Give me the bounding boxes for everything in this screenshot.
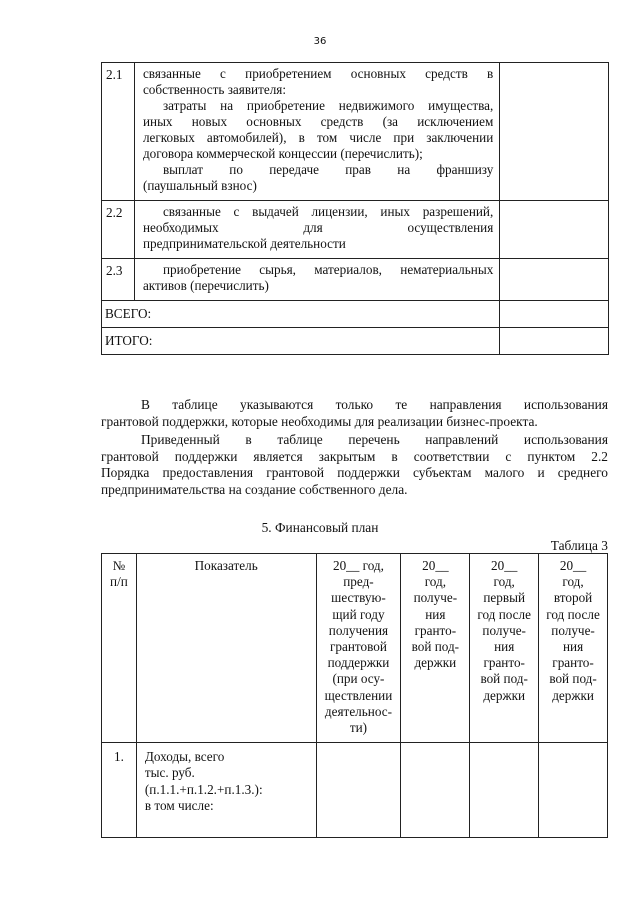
header-line: 20__ — [422, 558, 449, 573]
header-line: получе- — [551, 622, 595, 638]
section-title: 5. Финансовый план — [261, 520, 379, 535]
header-line: получения — [328, 622, 389, 638]
text-line: Доходы, всего — [144, 749, 225, 765]
header-line: 20__ — [491, 558, 518, 573]
text-line: активов (перечислить) — [142, 278, 269, 293]
text-line: В таблице указываются только те направления использования — [141, 397, 608, 412]
header-line: год после — [477, 606, 531, 622]
text-line: (паушальный взнос) — [142, 178, 257, 193]
page-number: 36 — [313, 36, 327, 47]
header-line: год, — [493, 574, 515, 590]
text-line: иных новых основных средств (за исключением — [142, 114, 494, 129]
text-line: легковых автомобилей), в том числе при заключении — [142, 130, 494, 145]
amount-cell — [500, 259, 609, 301]
header-line: год, — [424, 574, 446, 590]
row-description — [134, 63, 499, 201]
table-row — [102, 201, 609, 259]
row-description — [134, 201, 499, 259]
amount-cell — [500, 301, 609, 328]
value-cell — [316, 743, 401, 838]
text-line: грантовой поддержки является закрытым в соответствии с пунктом 2.2 — [101, 448, 608, 464]
header-line: ния — [494, 639, 515, 655]
text-line: Приведенный в таблице перечень направлений использования — [141, 432, 608, 447]
header-indicator: Показатель — [136, 554, 316, 743]
row-label — [136, 743, 316, 838]
header-line: год после — [546, 606, 600, 622]
financial-plan-table — [101, 553, 608, 838]
row-number: 2.2 — [102, 201, 135, 259]
amount-cell — [500, 63, 609, 201]
row-number: 2.3 — [102, 259, 135, 301]
header-line: (при осу- — [332, 671, 385, 687]
header-line: № — [112, 558, 126, 573]
text-line: связанные с приобретением основных средств в — [142, 66, 494, 81]
value-cell — [470, 743, 539, 838]
header-line: вой под- — [480, 671, 528, 687]
table-row — [102, 259, 609, 301]
text-line: предпринимательской деятельности — [142, 236, 346, 251]
table-label: Таблица 3 — [550, 538, 608, 553]
header-line: поддержки — [327, 655, 390, 671]
table-row — [102, 743, 608, 838]
header-line: 20__ — [559, 558, 587, 573]
header-line: держки — [552, 687, 594, 703]
text-line: тыс. руб. — [144, 765, 195, 781]
text-line: затраты на приобретение недвижимого имущества, — [162, 98, 494, 113]
value-cell — [401, 743, 470, 838]
header-line: ния — [562, 639, 584, 655]
header-col-second-year-after — [539, 554, 608, 743]
table-row — [102, 63, 609, 201]
text-line: собственность заявителя: — [142, 82, 287, 97]
header-line: вой под- — [411, 639, 460, 655]
header-line: гранто- — [483, 655, 525, 671]
text-line: предпринимательства на создание собственного дела. — [101, 481, 408, 497]
table-header-row — [102, 554, 608, 743]
header-line: грантовой — [330, 639, 387, 655]
header-line: первый — [483, 590, 526, 606]
header-line: ществлении — [324, 687, 393, 703]
amount-cell — [500, 201, 609, 259]
header-line: деятельнос- — [324, 703, 392, 719]
amount-cell — [500, 328, 609, 355]
text-line: выплат по передаче прав на франшизу — [162, 162, 494, 177]
header-line: гранто- — [552, 655, 594, 671]
vsego-label: ВСЕГО: — [102, 301, 500, 328]
text-line: (п.1.1.+п.1.2.+п.1.3.): — [144, 781, 263, 797]
total-row — [102, 301, 609, 328]
header-line: ти) — [349, 720, 368, 736]
header-line: п/п — [110, 574, 128, 590]
header-line: 20__ год, — [332, 558, 384, 573]
text-line: Порядка предоставления грантовой поддержки субъектам малого и среднего — [101, 465, 608, 481]
paragraph-list-closed — [101, 432, 608, 498]
header-line: щий году — [332, 606, 385, 622]
header-line: ния — [425, 606, 446, 622]
text-line: договора коммерческой концессии (перечислить); — [142, 146, 423, 161]
header-line: второй — [553, 590, 593, 606]
header-line: держки — [483, 687, 526, 703]
itogo-label: ИТОГО: — [102, 328, 500, 355]
text-line: необходимых для осуществления — [142, 220, 494, 235]
header-line: получе- — [482, 622, 526, 638]
header-num — [102, 554, 137, 743]
text-line: грантовой поддержки, которые необходимы для реализации бизнес-проекта. — [101, 413, 538, 429]
grant-usage-table — [101, 62, 609, 355]
row-description — [134, 259, 499, 301]
row-number: 1. — [102, 743, 137, 838]
header-col-prior-year — [316, 554, 401, 743]
header-line: вой под- — [549, 671, 597, 687]
value-cell — [539, 743, 608, 838]
header-line: получе- — [413, 590, 458, 606]
text-line: приобретение сырья, материалов, нематериальных — [162, 262, 494, 277]
header-line: пред- — [343, 574, 374, 590]
text-line: в том числе: — [144, 797, 214, 813]
header-line: держки — [414, 655, 457, 671]
text-line: связанные с выдачей лицензии, иных разрешений, — [162, 204, 494, 219]
header-line: гранто- — [414, 622, 457, 638]
header-line: шествую- — [331, 590, 386, 606]
grand-total-row — [102, 328, 609, 355]
paragraph-note — [101, 397, 608, 430]
row-number: 2.1 — [102, 63, 135, 201]
header-line: год, — [562, 574, 584, 590]
header-col-grant-year — [401, 554, 470, 743]
header-col-first-year-after — [470, 554, 539, 743]
